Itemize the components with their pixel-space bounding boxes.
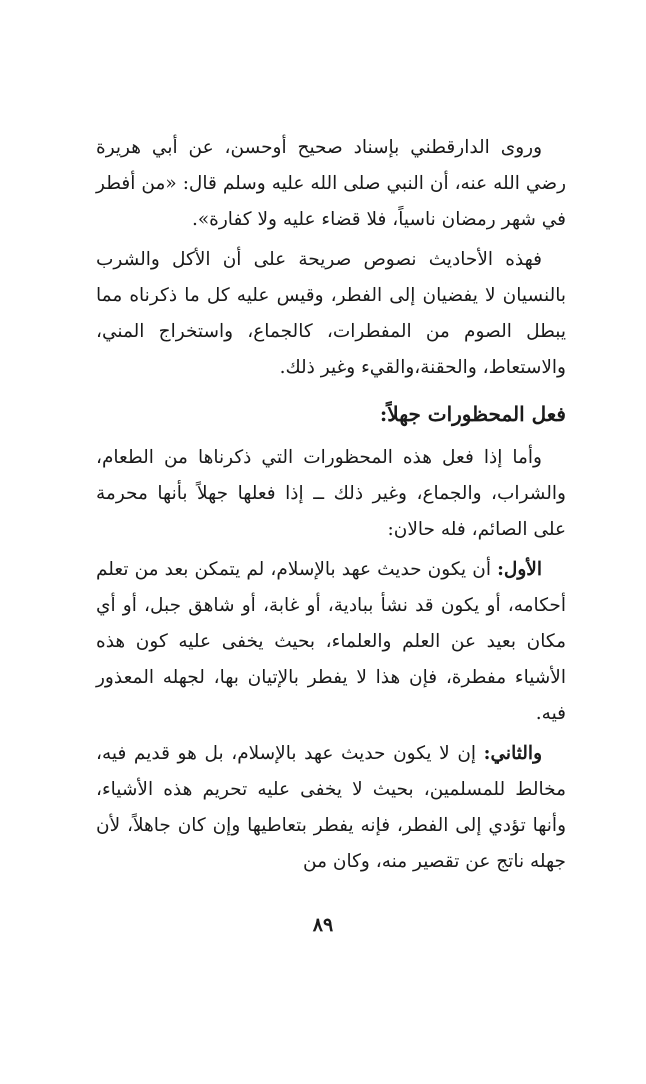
page-body [96,130,566,880]
paragraph-second-case [96,736,566,880]
first-case-label: الأول: [497,559,542,580]
second-case-label: والثاني: [483,743,542,764]
section-heading: فعل المحظورات جهلاً: [379,402,566,426]
page-number: ٨٩ [312,914,334,936]
second-case-text: إن لا يكون حديث عهد بالإسلام، بل هو قديم فيه، مخالط للمسلمين، بحيث لا يخفى عليه تحريم هذه الأشياء، وأنها تؤدي إلى الفطر، فإنه يفطر بتعاطيها وإن كان جاهلاً، لأن جهله ناتج عن تقصير منه، وكان من [96,743,566,872]
paragraph-hadith-conclusion: فهذه الأحاديث نصوص صريحة على أن الأكل والشرب بالنسيان لا يفضيان إلى الفطر، وقيس عليه كل ما ذكرناه مما يبطل الصوم من المفطرات، كالجماع، واستخراج المني، والاستعاط، والحقنة،والقيء وغير ذلك. [96,249,566,378]
paragraph-ignorance-intro: وأما إذا فعل هذه المحظورات التي ذكرناها من الطعام، والشراب، والجماع، وغير ذلك ــ إذا فعلها جهلاً بأنها محرمة على الصائم، فله حالان: [96,447,566,540]
paragraph-first-case [96,552,566,732]
paragraph-hadith-darqutni: وروى الدارقطني بإسناد صحيح أوحسن، عن أبي هريرة رضي الله عنه، أن النبي صلى الله عليه وسلم قال: «من أفطر في شهر رمضان ناسياً، فلا قضاء عليه ولا كفارة». [96,137,566,230]
first-case-text: أن يكون حديث عهد بالإسلام، لم يتمكن بعد من تعلم أحكامه، أو يكون قد نشأ ببادية، أو غابة، أو شاهق جبل، أو أي مكان بعيد عن العلم والعلماء، بحيث يخفى عليه كون هذه الأشياء مفطرة، فإن هذا لا يفطر بالإتيان بها، لجهله المعذور فيه. [96,559,566,724]
